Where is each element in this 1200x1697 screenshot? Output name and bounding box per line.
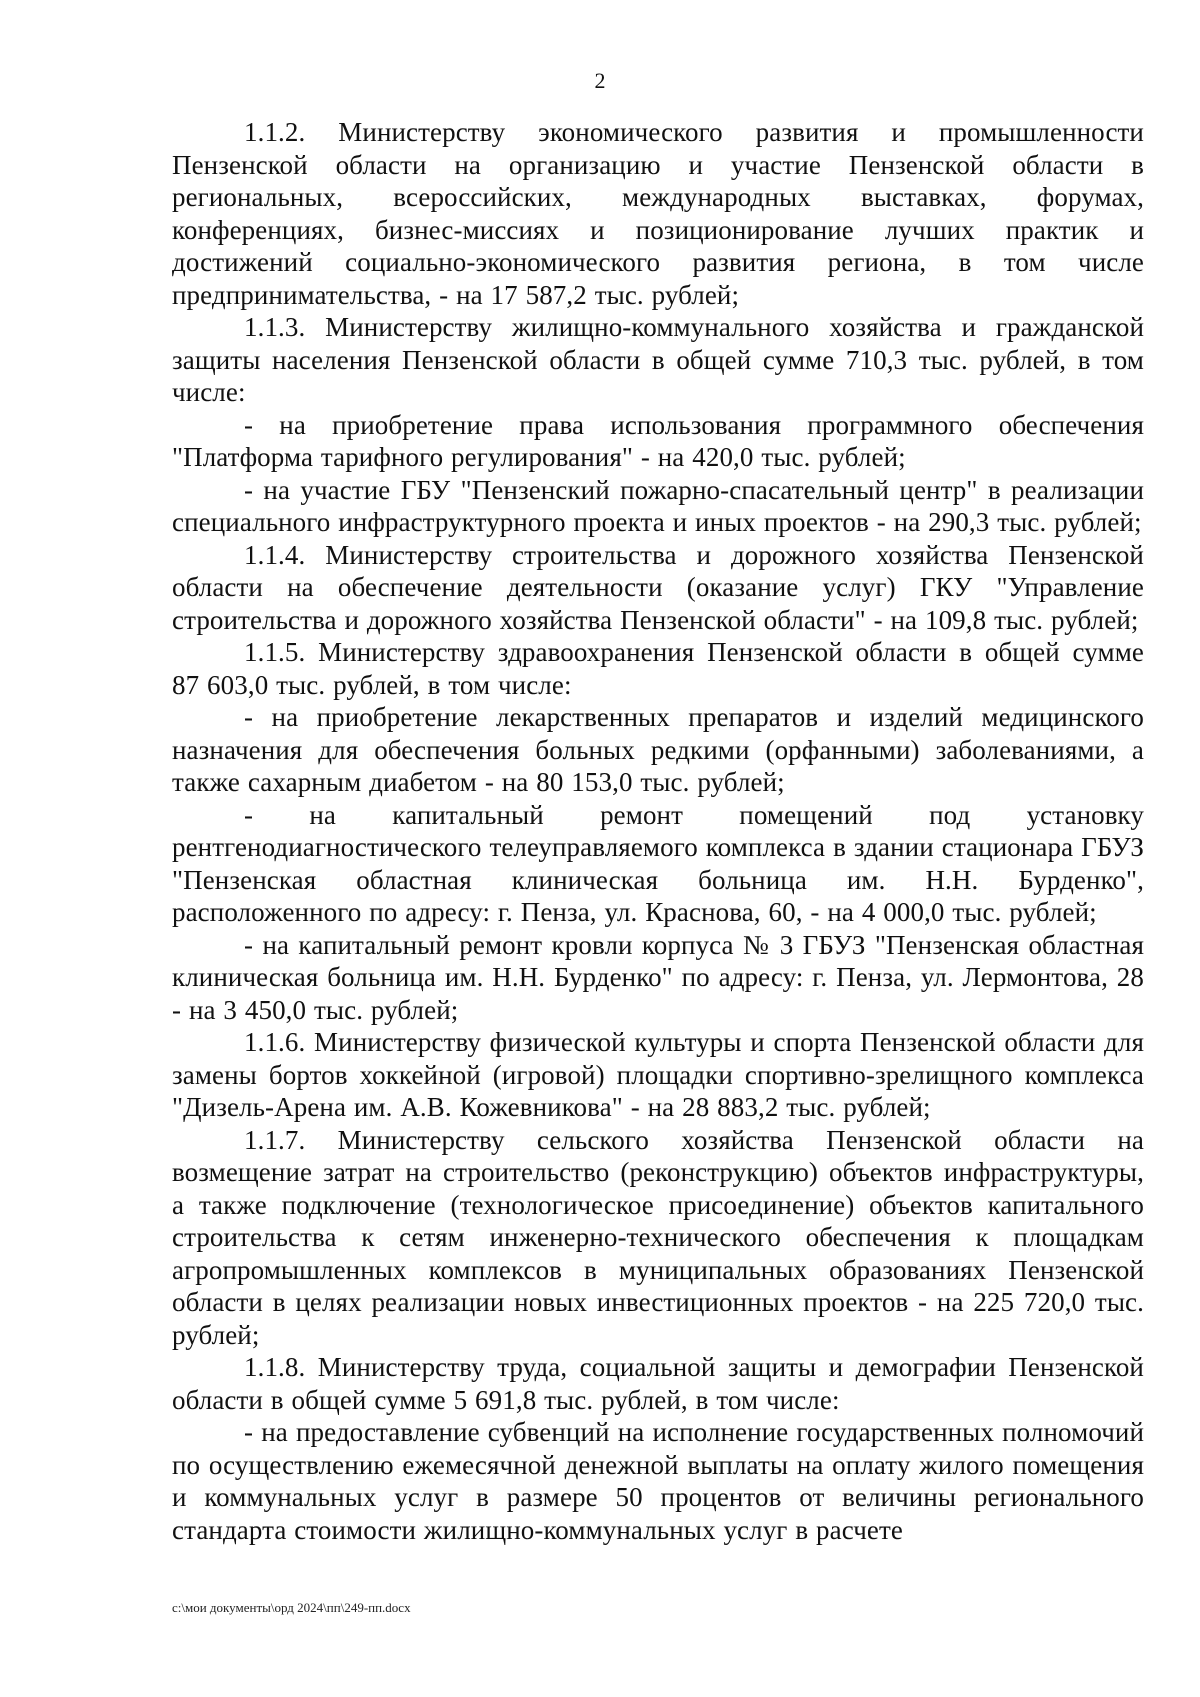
paragraph-1-1-6: 1.1.6. Министерству физической культуры и спорта Пензенской области для замены бортов хоккейной (игровой) площадки спортивно-зрелищного комплекса "Дизель-Арена им. А.В. Кожевникова" - на 28 883,2 тыс. рублей; <box>172 1027 1144 1122</box>
footer-file-path: c:\мои документы\орд 2024\пп\249-пп.docx <box>172 1600 411 1615</box>
document-body <box>172 116 1144 1546</box>
list-item-roof-repair: - на капитальный ремонт кровли корпуса № 3 ГБУЗ "Пензенская областная клиническая больница им. Н.Н. Бурденко" по адресу: г. Пенза, ул. Лермонтова, 28 - на 3 450,0 тыс. рублей; <box>172 929 1144 1025</box>
page-number: 2 <box>594 68 606 93</box>
list-item-subventions: - на предоставление субвенций на исполнение государственных полномочий по осуществлению ежемесячной денежной выплаты на оплату жилого помещения и коммунальных услуг в размере 50 процентов от величины регионального стандарта стоимости жилищно-коммунальных услуг в расчете <box>172 1417 1144 1545</box>
list-item-xray-repair: - на капитальный ремонт помещений под установку рентгенодиагностического телеуправляемого комплекса в здании стационара ГБУЗ "Пензенская областная клиническая больница им. Н.Н. Бурденко", расположенного по адресу: г. Пенза, ул. Краснова, 60, - на 4 000,0 тыс. рублей; <box>172 799 1144 927</box>
paragraph-1-1-5: 1.1.5. Министерству здравоохранения Пензенской области в общей сумме 87 603,0 тыс. рублей, в том числе: <box>172 637 1144 700</box>
paragraph-1-1-4: 1.1.4. Министерству строительства и дорожного хозяйства Пензенской области на обеспечение деятельности (оказание услуг) ГКУ "Управление строительства и дорожного хозяйства Пензенской области" - на 109,8 тыс. рублей; <box>172 539 1144 635</box>
paragraph-1-1-2: 1.1.2. Министерству экономического развития и промышленности Пензенской области на организацию и участие Пензенской области в региональных, всероссийских, международных выставках, форумах, конференциях, бизнес-миссиях и позиционирование лучших практик и достижений социально-экономического развития региона, в том числе предпринимательства, - на 17 587,2 тыс. рублей; <box>172 117 1144 310</box>
paragraph-1-1-7: 1.1.7. Министерству сельского хозяйства Пензенской области на возмещение затрат на строительство (реконструкцию) объектов инфраструктуры, а также подключение (технологическое присоединение) объектов капитального строительства к сетям инженерно-технического обеспечения к площадкам агропромышленных комплексов в муниципальных образованиях Пензенской области в целях реализации новых инвестиционных проектов - на 225 720,0 тыс. рублей; <box>172 1124 1144 1350</box>
paragraph-1-1-8: 1.1.8. Министерству труда, социальной защиты и демографии Пензенской области в общей сумме 5 691,8 тыс. рублей, в том числе: <box>172 1352 1144 1415</box>
paragraph-1-1-3: 1.1.3. Министерству жилищно-коммунального хозяйства и гражданской защиты населения Пензенской области в общей сумме 710,3 тыс. рублей, в том числе: <box>172 312 1144 407</box>
list-item-fire-rescue: - на участие ГБУ "Пензенский пожарно-спасательный центр" в реализации специального инфраструктурного проекта и иных проектов - на 290,3 тыс. рублей; <box>172 474 1144 537</box>
list-item-software: - на приобретение права использования программного обеспечения "Платформа тарифного регулирования" - на 420,0 тыс. рублей; <box>172 409 1144 472</box>
list-item-medicines: - на приобретение лекарственных препаратов и изделий медицинского назначения для обеспечения больных редкими (орфанными) заболеваниями, а также сахарным диабетом - на 80 153,0 тыс. рублей; <box>172 702 1144 797</box>
